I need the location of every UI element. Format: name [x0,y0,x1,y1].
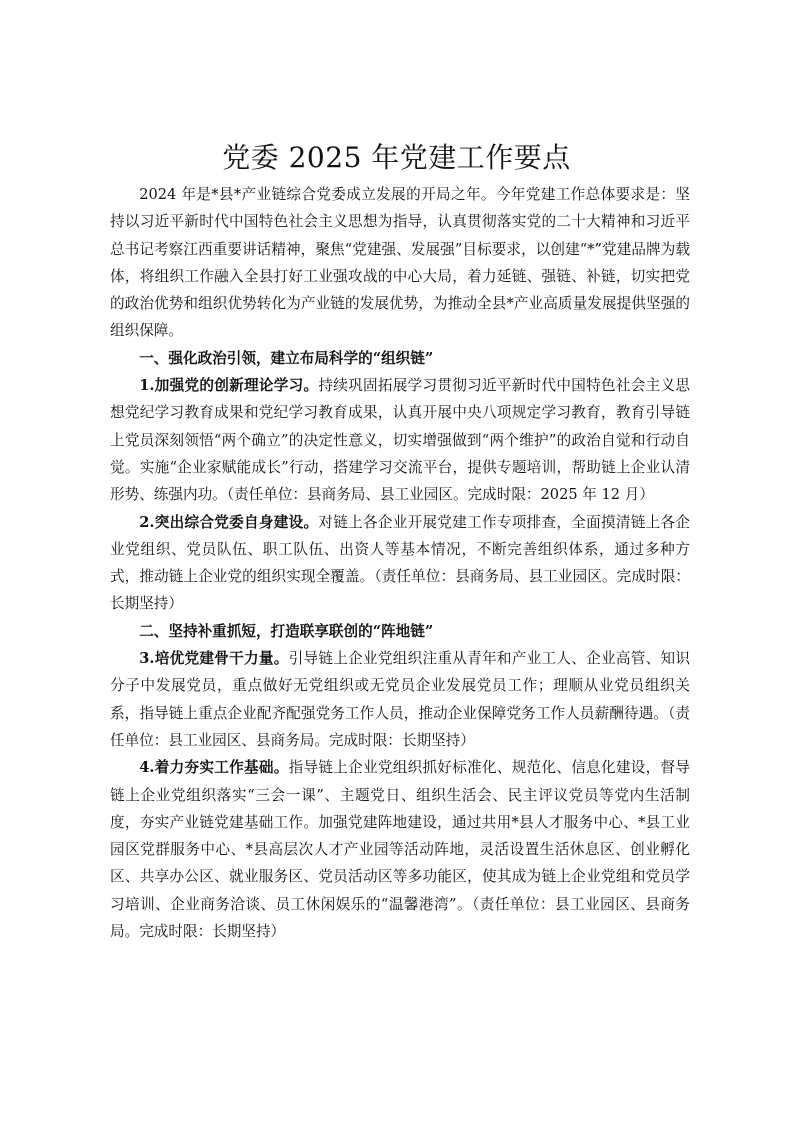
item-text-1: 持续巩固拓展学习贯彻习近平新时代中国特色社会主义思想党纪学习教育成果和党纪学习教育成果，认真开展中央八项规定学习教育，教育引导链上党员深刻领悟“两个确立”的决定性意义，切实增强做到“两个维护”的政治自觉和行动自觉。实施“企业家赋能成长”行动，搭建学习交流平台，提供专题培训，帮助链上企业认清形势、练强内功。（责任单位：县商务局、县工业园区。完成时限：2025 年 12 月） [110,377,690,504]
document-title: 党委 2025 年党建工作要点 [222,141,571,174]
item-lead-2: 2.突出综合党委自身建设。 [139,513,319,531]
item-paragraph-2 [110,509,690,618]
intro-paragraph: 2024 年是*县*产业链综合党委成立发展的开局之年。今年党建工作总体要求是：坚持以习近平新时代中国特色社会主义思想为指导，认真贯彻落实党的二十大精神和习近平总书记考察江西重要讲话精神，聚焦“党建强、发展强”目标要求，以创建“*”党建品牌为载体，将组织工作融入全县打好工业强攻战的中心大局，着力延链、强链、补链，切实把党的政治优势和组织优势转化为产业链的发展优势，为推动全县*产业高质量发展提供坚强的组织保障。 [110,186,690,340]
item-text-4: 指导链上企业党组织抓好标准化、规范化、信息化建设，督导链上企业党组织落实“三会一课”、主题党日、组织生活会、民主评议党员等党内生活制度，夯实产业链党建基础工作。加强党建阵地建设，通过共用*县人才服务中心、*县工业园区党群服务中心、*县高层次人才产业园等活动阵地，灵活设置生活休息区、创业孵化区、共享办公区、就业服务区、党员活动区等多功能区，使其成为链上企业党组和党员学习培训、企业商务洽谈、员工休闲娱乐的“温馨港湾”。（责任单位：县工业园区、县商务局。完成时限：长期坚持） [110,759,690,941]
section-heading-2: 二、坚持补重抓短，打造联享联创的“阵地链” [139,622,434,640]
item-paragraph-4 [110,754,690,945]
document-body [110,181,690,945]
item-paragraph-3 [110,645,690,754]
item-lead-4: 4.着力夯实工作基础。 [139,759,289,777]
item-lead-1: 1.加强党的创新理论学习。 [139,377,319,395]
item-text-2: 对链上各企业开展党建工作专项排查，全面摸清链上各企业党组织、党员队伍、职工队伍、出资人等基本情况，不断完善组织体系，通过多种方式，推动链上企业党的组织实现全覆盖。（责任单位：县商务局、县工业园区。完成时限：长期坚持） [110,513,690,613]
item-text-3: 引导链上企业党组织注重从青年和产业工人、企业高管、知识分子中发展党员，重点做好无党组织或无党员企业发展党员工作；理顺从业党员组织关系，指导链上重点企业配齐配强党务工作人员，推动企业保障党务工作人员薪酬待遇。（责任单位：县工业园区、县商务局。完成时限：长期坚持） [110,650,690,749]
item-lead-3: 3.培优党建骨干力量。 [139,650,289,668]
item-paragraph-1 [110,372,690,508]
section-heading-1: 一、强化政治引领，建立布局科学的“组织链” [139,349,434,367]
